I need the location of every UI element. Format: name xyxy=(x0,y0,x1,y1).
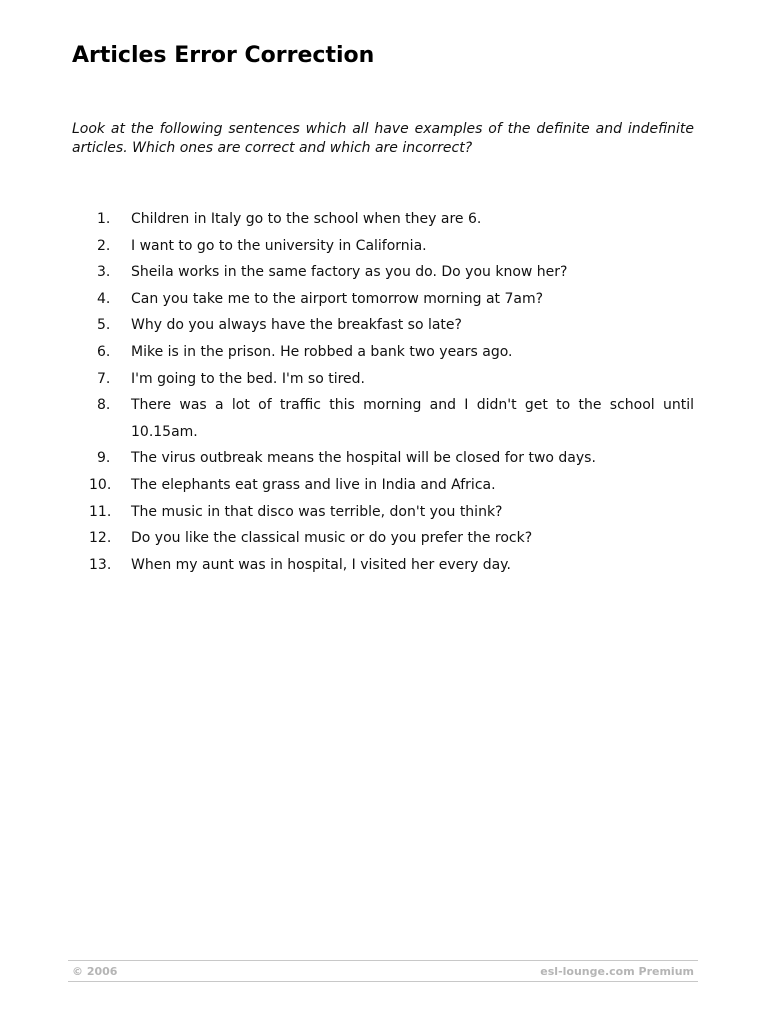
item-number: 7. xyxy=(97,370,111,387)
item-number: 8. xyxy=(97,397,111,414)
item-number: 10. xyxy=(89,476,112,493)
item-number: 4. xyxy=(97,290,111,307)
list-item xyxy=(72,259,694,286)
item-text: The elephants eat grass and live in India and Africa. xyxy=(131,476,496,493)
item-number: 11. xyxy=(89,503,112,520)
page-footer xyxy=(68,960,698,982)
list-item xyxy=(72,392,694,445)
list-item xyxy=(72,445,694,472)
list-item xyxy=(72,286,694,313)
item-number: 1. xyxy=(97,211,111,227)
page-title: Articles Error Correction xyxy=(72,43,375,68)
item-number: 5. xyxy=(97,317,111,334)
list-item xyxy=(72,552,694,579)
brand-text: esl-lounge.com Premium xyxy=(540,964,694,978)
list-item xyxy=(72,366,694,393)
item-text: The virus outbreak means the hospital will be closed for two days. xyxy=(131,450,596,467)
item-text: Do you like the classical music or do you prefer the rock? xyxy=(131,530,533,547)
instructions-text: Look at the following sentences which all have examples of the definite and indefinite articles. Which ones are correct and which are incorrect? xyxy=(72,121,694,156)
item-text: When my aunt was in hospital, I visited her every day. xyxy=(131,556,511,573)
item-number: 3. xyxy=(97,264,111,281)
list-item xyxy=(72,233,694,260)
item-number: 6. xyxy=(97,343,111,360)
list-item xyxy=(72,312,694,339)
item-text: Children in Italy go to the school when they are 6. xyxy=(131,211,482,227)
list-item xyxy=(72,525,694,552)
item-text: There was a lot of traffic this morning and I didn't get to the school until 10.15am. xyxy=(131,397,694,440)
item-number: 9. xyxy=(97,450,111,467)
item-text: Mike is in the prison. He robbed a bank two years ago. xyxy=(131,343,513,360)
item-number: 13. xyxy=(89,556,112,573)
list-item xyxy=(72,206,694,233)
list-item xyxy=(72,472,694,499)
item-number: 2. xyxy=(97,237,111,254)
copyright-text: © 2006 xyxy=(72,964,118,978)
item-text: I want to go to the university in California. xyxy=(131,237,427,254)
item-text: I'm going to the bed. I'm so tired. xyxy=(131,370,365,387)
item-text: Sheila works in the same factory as you do. Do you know her? xyxy=(131,264,568,281)
item-text: The music in that disco was terrible, don't you think? xyxy=(131,503,503,520)
item-number: 12. xyxy=(89,530,112,547)
sentence-list xyxy=(72,206,694,578)
list-item xyxy=(72,499,694,526)
item-text: Why do you always have the breakfast so late? xyxy=(131,317,462,334)
item-text: Can you take me to the airport tomorrow morning at 7am? xyxy=(131,290,544,307)
list-item xyxy=(72,339,694,366)
